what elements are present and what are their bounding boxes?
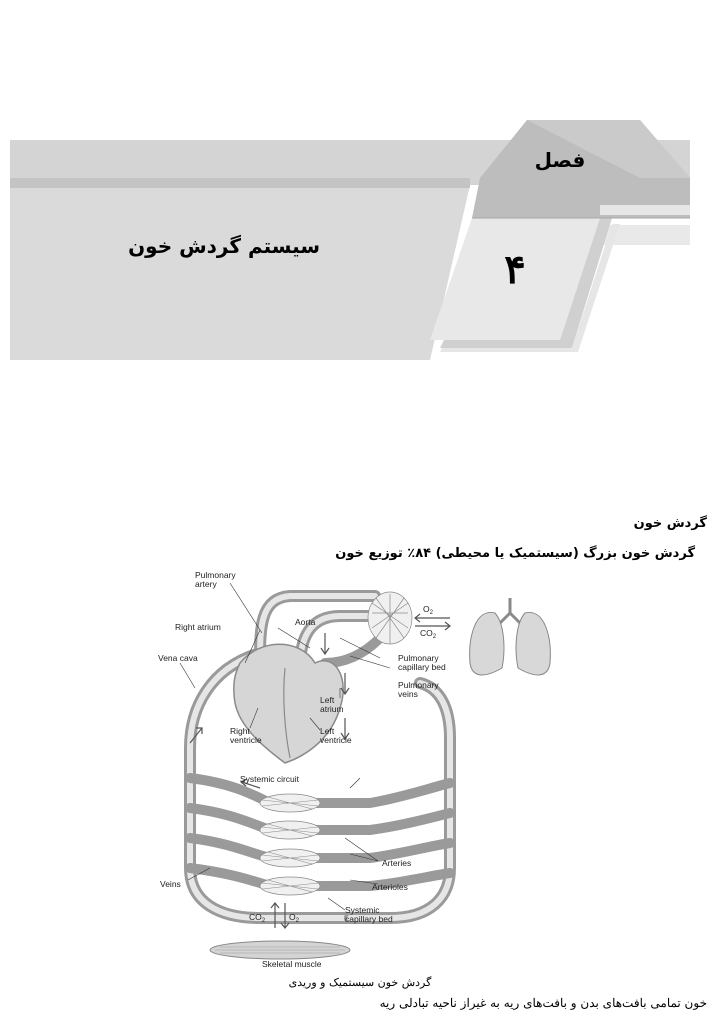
label-left-ventricle-2: ventricle bbox=[320, 735, 352, 745]
skeletal-muscle-icon bbox=[210, 941, 350, 959]
label-arterioles: Arterioles bbox=[372, 882, 408, 892]
label-co2-top: $CO_2$ bbox=[420, 628, 437, 640]
label-right-ventricle: Right bbox=[230, 726, 250, 736]
label-pulmonary-artery-2: artery bbox=[195, 579, 217, 589]
label-pulmonary-veins-2: veins bbox=[398, 689, 418, 699]
label-left-atrium-2: atrium bbox=[320, 704, 344, 714]
label-vena-cava: Vena cava bbox=[158, 653, 198, 663]
label-systemic-capillary-bed-2: capillary bed bbox=[345, 914, 393, 924]
lungs-icon bbox=[470, 598, 551, 675]
label-right-atrium: Right atrium bbox=[175, 622, 221, 632]
section-subheading: گردش خون بزرگ (سیستمیک یا محیطی) ۸۴٪ توزیع خون bbox=[335, 546, 695, 561]
label-systemic-circuit: Systemic circuit bbox=[240, 774, 300, 784]
label-aorta: Aorta bbox=[295, 617, 316, 627]
label-pulmonary-artery: Pulmonary bbox=[195, 570, 236, 580]
label-right-ventricle-2: ventricle bbox=[230, 735, 262, 745]
chapter-number: ۴ bbox=[504, 246, 526, 293]
chapter-banner bbox=[0, 0, 719, 380]
chapter-label: فصل bbox=[534, 148, 586, 172]
label-skeletal-muscle: Skeletal muscle bbox=[262, 959, 322, 968]
label-arteries: Arteries bbox=[382, 858, 412, 868]
label-pulmonary-capillary-bed-2: capillary bed bbox=[398, 662, 446, 672]
body-paragraph: خون تمامی بافت‌های بدن و بافت‌های ریه به غیراز ناحیه تبادلی ریه bbox=[379, 996, 707, 1010]
label-left-ventricle: Left bbox=[320, 726, 335, 736]
label-left-atrium: Left bbox=[320, 695, 335, 705]
label-o2-top: $O_2$ bbox=[423, 604, 433, 616]
label-o2-bottom: $O_2$ bbox=[289, 912, 299, 924]
figure-caption: گردش خون سیستمیک و وریدی bbox=[288, 976, 432, 989]
label-pulmonary-capillary-bed: Pulmonary bbox=[398, 653, 439, 663]
label-co2-bottom: $CO_2$ bbox=[249, 912, 266, 924]
circulation-diagram bbox=[150, 568, 570, 968]
label-pulmonary-veins: Pulmonary bbox=[398, 680, 439, 690]
label-veins: Veins bbox=[160, 879, 181, 889]
label-systemic-capillary-bed: Systemic bbox=[345, 905, 380, 915]
section-heading: گردش خون bbox=[633, 516, 707, 531]
chapter-title: سیستم گردش خون bbox=[128, 234, 320, 258]
